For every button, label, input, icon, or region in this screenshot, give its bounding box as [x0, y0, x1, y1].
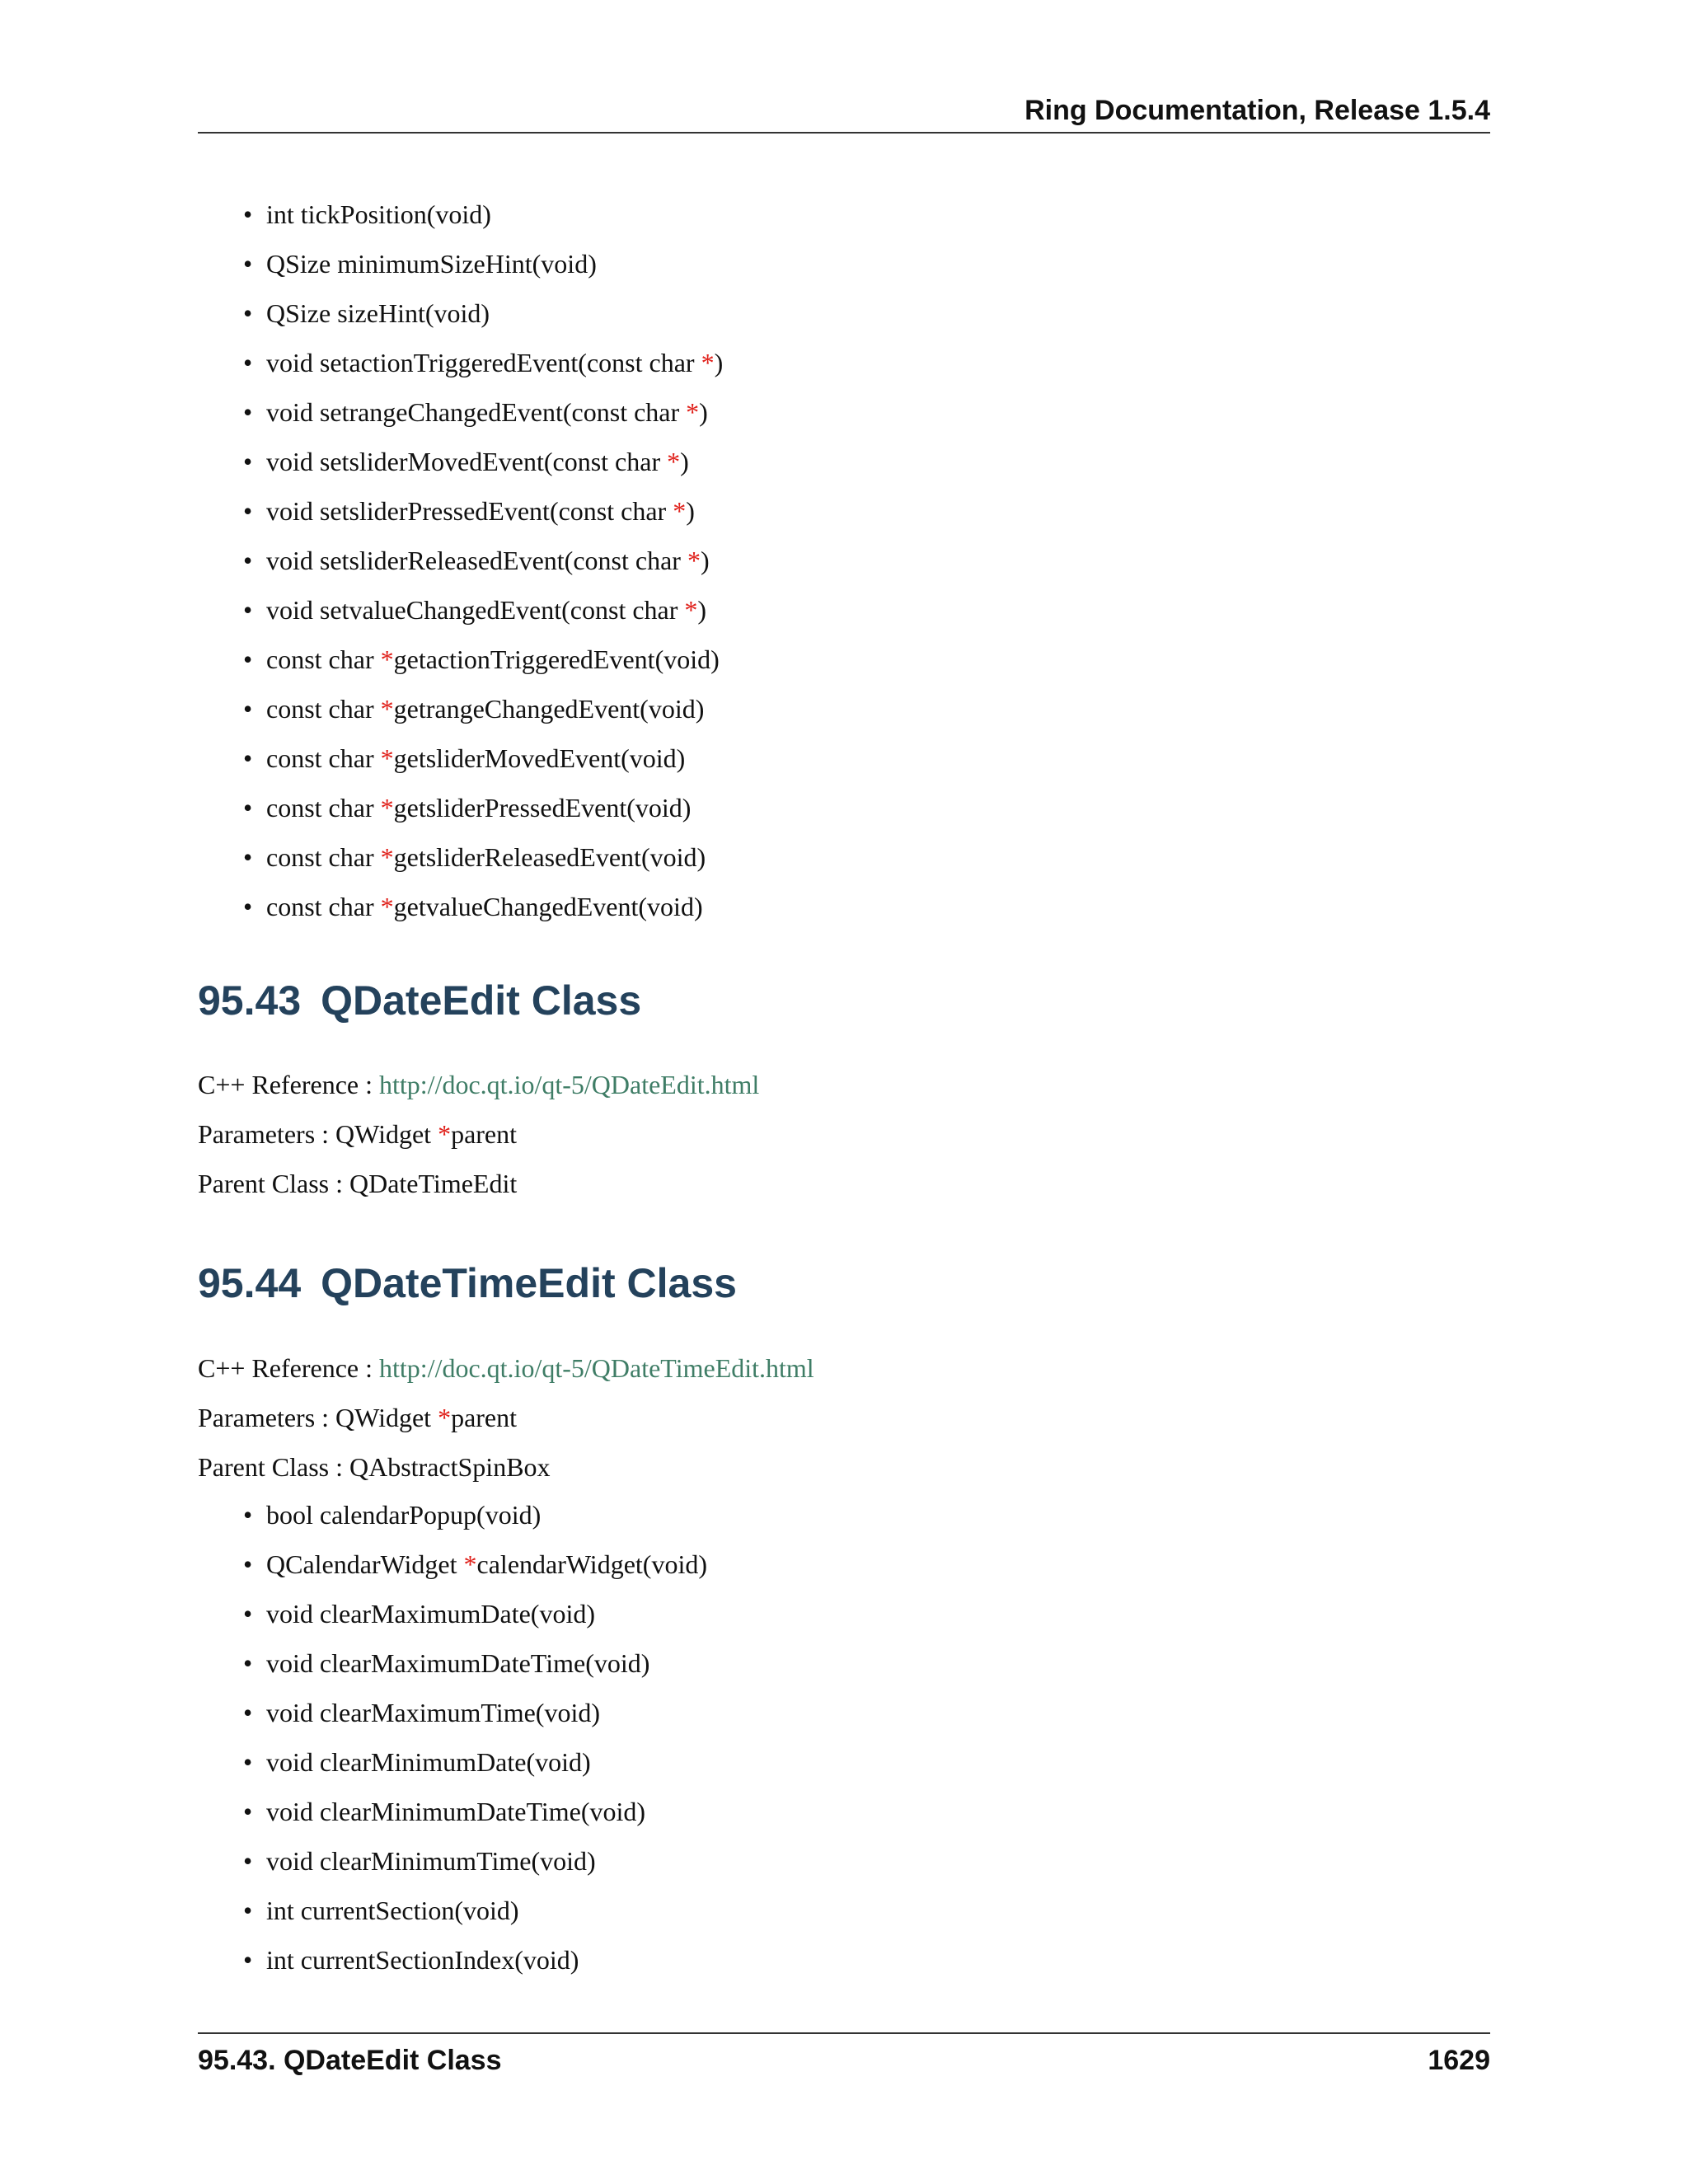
pointer-star: *	[673, 496, 687, 526]
parameters-line	[198, 1393, 1490, 1442]
method-text-tail: )	[714, 348, 724, 377]
page-header	[198, 92, 1490, 134]
pointer-star: *	[438, 1119, 452, 1149]
section-title: QDateTimeEdit Class	[321, 1260, 737, 1306]
parent-class-line: Parent Class : QAbstractSpinBox	[198, 1452, 551, 1482]
method-item	[198, 288, 1490, 338]
pointer-star: *	[380, 743, 394, 773]
method-item	[198, 733, 1490, 783]
method-text: void setsliderMovedEvent(const char	[266, 447, 668, 476]
pointer-star: *	[380, 644, 394, 674]
method-text: const char	[266, 694, 381, 724]
method-text-tail: )	[680, 447, 689, 476]
section-number: 95.44	[198, 1260, 302, 1306]
reference-link[interactable]: http://doc.qt.io/qt-5/QDateEdit.html	[379, 1070, 760, 1099]
pointer-star: *	[687, 546, 701, 575]
method-text-tail: getsliderPressedEvent(void)	[393, 793, 692, 823]
pointer-star: *	[380, 892, 394, 921]
pointer-star: *	[667, 447, 681, 476]
method-text: void setsliderPressedEvent(const char	[266, 496, 673, 526]
method-text-tail: )	[699, 397, 708, 427]
method-item	[198, 338, 1490, 387]
parameters-line	[198, 1109, 1490, 1159]
pointer-star: *	[380, 793, 394, 823]
method-text-tail: getsliderReleasedEvent(void)	[393, 842, 706, 872]
method-text: QCalendarWidget	[266, 1549, 464, 1579]
method-text: void clearMinimumDate(void)	[266, 1747, 591, 1777]
method-item	[198, 486, 1490, 536]
page-footer	[198, 2032, 1490, 2079]
pointer-star: *	[684, 595, 698, 625]
parameter-name: parent	[451, 1119, 518, 1149]
method-text: const char	[266, 793, 381, 823]
method-item	[198, 239, 1490, 288]
footer-section: 95.43. QDateEdit Class	[198, 2045, 502, 2076]
method-text: QSize sizeHint(void)	[266, 298, 490, 328]
method-text: const char	[266, 842, 381, 872]
method-text: QSize minimumSizeHint(void)	[266, 249, 597, 279]
method-item	[198, 1737, 1490, 1787]
method-item	[198, 437, 1490, 486]
method-text: void clearMaximumTime(void)	[266, 1698, 600, 1727]
method-text-tail: getrangeChangedEvent(void)	[393, 694, 705, 724]
reference-label: C++ Reference :	[198, 1070, 379, 1099]
method-item	[198, 882, 1490, 931]
section-number: 95.43	[198, 977, 302, 1024]
method-text-tail: )	[686, 496, 695, 526]
doc-title: Ring Documentation, Release 1.5.4	[1025, 95, 1490, 126]
method-text: int tickPosition(void)	[266, 199, 491, 229]
parameters-label: Parameters : QWidget	[198, 1403, 438, 1432]
pointer-star: *	[438, 1403, 452, 1432]
section-95-44	[198, 1258, 1490, 1308]
method-text: void clearMinimumTime(void)	[266, 1846, 596, 1876]
method-item	[198, 635, 1490, 684]
section-title: QDateEdit Class	[321, 977, 642, 1024]
method-text-tail: )	[697, 595, 707, 625]
section-43-meta	[198, 1060, 1490, 1208]
method-text-tail: getactionTriggeredEvent(void)	[393, 644, 720, 674]
method-item	[198, 1886, 1490, 1935]
method-text: void clearMaximumDate(void)	[266, 1599, 595, 1629]
method-text: void setsliderReleasedEvent(const char	[266, 546, 687, 575]
method-item	[198, 1638, 1490, 1688]
method-list-top	[198, 190, 1490, 931]
method-text: void clearMaximumDateTime(void)	[266, 1648, 650, 1678]
method-list-bottom	[198, 1490, 1490, 1985]
reference-label: C++ Reference :	[198, 1353, 379, 1383]
method-text-tail: getvalueChangedEvent(void)	[393, 892, 703, 921]
method-text: int currentSection(void)	[266, 1896, 519, 1925]
method-text: void setvalueChangedEvent(const char	[266, 595, 685, 625]
section-95-43	[198, 976, 1490, 1025]
method-item	[198, 1540, 1490, 1589]
method-text: const char	[266, 743, 381, 773]
method-item	[198, 1935, 1490, 1985]
method-text: void setrangeChangedEvent(const char	[266, 397, 687, 427]
method-item	[198, 684, 1490, 733]
method-item	[198, 1787, 1490, 1836]
method-text: int currentSectionIndex(void)	[266, 1945, 579, 1975]
parameters-label: Parameters : QWidget	[198, 1119, 438, 1149]
page-number: 1629	[1428, 2045, 1490, 2076]
parent-class-line: Parent Class : QDateTimeEdit	[198, 1169, 518, 1198]
pointer-star: *	[380, 842, 394, 872]
section-heading	[198, 976, 1490, 1025]
method-item	[198, 1490, 1490, 1540]
method-text: const char	[266, 892, 381, 921]
method-item	[198, 585, 1490, 635]
pointer-star: *	[463, 1549, 477, 1579]
method-item	[198, 832, 1490, 882]
cpp-reference	[198, 1060, 1490, 1109]
pointer-star: *	[380, 694, 394, 724]
method-item	[198, 190, 1490, 239]
method-item	[198, 783, 1490, 832]
method-item	[198, 1688, 1490, 1737]
method-text: void clearMinimumDateTime(void)	[266, 1797, 646, 1826]
method-text: void setactionTriggeredEvent(const char	[266, 348, 701, 377]
method-text-tail: calendarWidget(void)	[476, 1549, 707, 1579]
method-text-tail: )	[700, 546, 710, 575]
cpp-reference	[198, 1343, 1490, 1393]
parameter-name: parent	[451, 1403, 518, 1432]
method-item	[198, 536, 1490, 585]
method-text-tail: getsliderMovedEvent(void)	[393, 743, 686, 773]
method-text: const char	[266, 644, 381, 674]
section-44-meta	[198, 1343, 1490, 1492]
pointer-star: *	[701, 348, 715, 377]
pointer-star: *	[686, 397, 700, 427]
reference-link[interactable]: http://doc.qt.io/qt-5/QDateTimeEdit.html	[379, 1353, 814, 1383]
method-item	[198, 1836, 1490, 1886]
section-heading	[198, 1258, 1490, 1308]
method-item	[198, 387, 1490, 437]
method-text: bool calendarPopup(void)	[266, 1500, 542, 1530]
method-item	[198, 1589, 1490, 1638]
